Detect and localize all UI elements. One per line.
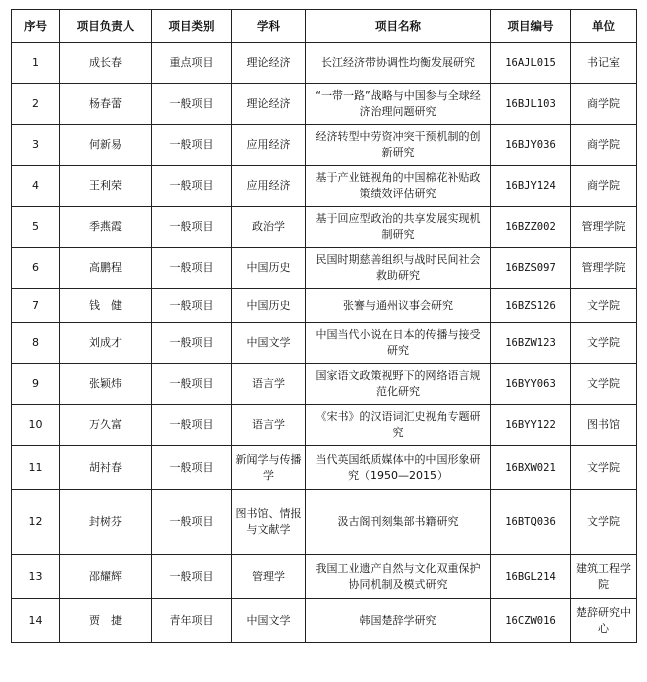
- cell-unit: 管理学院: [571, 248, 637, 289]
- cell-discipline: 中国文学: [232, 599, 306, 643]
- header-row: [12, 10, 637, 43]
- cell-leader: 成长春: [60, 43, 152, 84]
- cell-discipline: 语言学: [232, 405, 306, 446]
- cell-category: 一般项目: [152, 446, 232, 490]
- cell-unit: 管理学院: [571, 207, 637, 248]
- cell-leader: 封树芬: [60, 490, 152, 555]
- cell-project-name: 当代英国纸质媒体中的中国形象研究（1950—2015）: [306, 446, 491, 490]
- cell-leader: 贾 捷: [60, 599, 152, 643]
- table-row: [12, 289, 637, 323]
- cell-project-name: 中国当代小说在日本的传播与接受研究: [306, 323, 491, 364]
- cell-leader: 邵耀辉: [60, 555, 152, 599]
- cell-project-number: 16BZZ002: [491, 207, 571, 248]
- table-row: [12, 323, 637, 364]
- cell-category: 一般项目: [152, 323, 232, 364]
- table-row: [12, 84, 637, 125]
- cell-unit: 文学院: [571, 490, 637, 555]
- cell-category: 一般项目: [152, 490, 232, 555]
- cell-project-number: 16BGL214: [491, 555, 571, 599]
- cell-discipline: 图书馆、情报与文献学: [232, 490, 306, 555]
- cell-discipline: 语言学: [232, 364, 306, 405]
- cell-project-number: 16BYY063: [491, 364, 571, 405]
- cell-category: 一般项目: [152, 125, 232, 166]
- cell-project-number: 16BJY124: [491, 166, 571, 207]
- cell-unit: 文学院: [571, 364, 637, 405]
- table-row: [12, 555, 637, 599]
- cell-discipline: 理论经济: [232, 43, 306, 84]
- cell-index: 9: [12, 364, 60, 405]
- cell-discipline: 管理学: [232, 555, 306, 599]
- cell-index: 1: [12, 43, 60, 84]
- cell-discipline: 中国文学: [232, 323, 306, 364]
- cell-project-number: 16BZS097: [491, 248, 571, 289]
- cell-unit: 商学院: [571, 84, 637, 125]
- cell-leader: 何新易: [60, 125, 152, 166]
- table-row: [12, 364, 637, 405]
- cell-index: 6: [12, 248, 60, 289]
- cell-unit: 商学院: [571, 125, 637, 166]
- cell-project-number: 16BYY122: [491, 405, 571, 446]
- cell-unit: 楚辞研究中心: [571, 599, 637, 643]
- cell-index: 13: [12, 555, 60, 599]
- cell-index: 5: [12, 207, 60, 248]
- cell-leader: 季燕霞: [60, 207, 152, 248]
- table-row: [12, 248, 637, 289]
- cell-index: 12: [12, 490, 60, 555]
- cell-index: 4: [12, 166, 60, 207]
- cell-project-number: 16BJL103: [491, 84, 571, 125]
- cell-unit: 书记室: [571, 43, 637, 84]
- table-row: [12, 446, 637, 490]
- cell-unit: 文学院: [571, 289, 637, 323]
- cell-project-number: 16CZW016: [491, 599, 571, 643]
- cell-project-name: 经济转型中劳资冲突干预机制的创新研究: [306, 125, 491, 166]
- cell-discipline: 中国历史: [232, 248, 306, 289]
- cell-index: 14: [12, 599, 60, 643]
- table-row: [12, 207, 637, 248]
- cell-project-name: 基于产业链视角的中国棉花补贴政策绩效评估研究: [306, 166, 491, 207]
- cell-discipline: 应用经济: [232, 166, 306, 207]
- cell-unit: 文学院: [571, 446, 637, 490]
- cell-leader: 王利荣: [60, 166, 152, 207]
- cell-index: 10: [12, 405, 60, 446]
- cell-index: 7: [12, 289, 60, 323]
- header-index: 序号: [12, 10, 60, 43]
- header-category: 项目类别: [152, 10, 232, 43]
- cell-project-number: 16BJY036: [491, 125, 571, 166]
- cell-category: 重点项目: [152, 43, 232, 84]
- cell-project-name: 民国时期慈善组织与战时民间社会救助研究: [306, 248, 491, 289]
- cell-project-name: 张謇与通州议事会研究: [306, 289, 491, 323]
- cell-category: 一般项目: [152, 166, 232, 207]
- cell-discipline: 应用经济: [232, 125, 306, 166]
- table-row: [12, 125, 637, 166]
- cell-project-number: 16BXW021: [491, 446, 571, 490]
- cell-category: 一般项目: [152, 364, 232, 405]
- cell-category: 一般项目: [152, 405, 232, 446]
- cell-leader: 刘成才: [60, 323, 152, 364]
- cell-category: 一般项目: [152, 248, 232, 289]
- cell-unit: 商学院: [571, 166, 637, 207]
- cell-unit: 图书馆: [571, 405, 637, 446]
- header-project-number: 项目编号: [491, 10, 571, 43]
- cell-project-name: 我国工业遗产自然与文化双重保护协同机制及模式研究: [306, 555, 491, 599]
- cell-category: 青年项目: [152, 599, 232, 643]
- cell-project-name: 韩国楚辞学研究: [306, 599, 491, 643]
- cell-category: 一般项目: [152, 84, 232, 125]
- cell-project-number: 16AJL015: [491, 43, 571, 84]
- cell-leader: 钱 健: [60, 289, 152, 323]
- cell-project-number: 16BTQ036: [491, 490, 571, 555]
- cell-discipline: 中国历史: [232, 289, 306, 323]
- cell-project-name: 基于回应型政治的共享发展实现机制研究: [306, 207, 491, 248]
- cell-unit: 建筑工程学院: [571, 555, 637, 599]
- header-unit: 单位: [571, 10, 637, 43]
- cell-discipline: 新闻学与传播学: [232, 446, 306, 490]
- cell-project-name: 长江经济带协调性均衡发展研究: [306, 43, 491, 84]
- cell-project-number: 16BZW123: [491, 323, 571, 364]
- cell-project-name: 《宋书》的汉语词汇史视角专题研究: [306, 405, 491, 446]
- cell-project-number: 16BZS126: [491, 289, 571, 323]
- cell-index: 2: [12, 84, 60, 125]
- header-project-name: 项目名称: [306, 10, 491, 43]
- header-leader: 项目负责人: [60, 10, 152, 43]
- cell-discipline: 理论经济: [232, 84, 306, 125]
- cell-unit: 文学院: [571, 323, 637, 364]
- cell-leader: 万久富: [60, 405, 152, 446]
- table-row: [12, 43, 637, 84]
- table-row: [12, 490, 637, 555]
- cell-project-name: “一带一路”战略与中国参与全球经济治理问题研究: [306, 84, 491, 125]
- cell-leader: 高鹏程: [60, 248, 152, 289]
- cell-project-name: 国家语文政策视野下的网络语言规范化研究: [306, 364, 491, 405]
- table-row: [12, 405, 637, 446]
- cell-leader: 胡衬春: [60, 446, 152, 490]
- header-discipline: 学科: [232, 10, 306, 43]
- table-row: [12, 599, 637, 643]
- table-row: [12, 166, 637, 207]
- project-table: [11, 9, 637, 643]
- cell-category: 一般项目: [152, 289, 232, 323]
- cell-leader: 张颖炜: [60, 364, 152, 405]
- cell-discipline: 政治学: [232, 207, 306, 248]
- cell-index: 11: [12, 446, 60, 490]
- cell-category: 一般项目: [152, 207, 232, 248]
- cell-index: 8: [12, 323, 60, 364]
- cell-category: 一般项目: [152, 555, 232, 599]
- cell-project-name: 汲古阁刊刻集部书籍研究: [306, 490, 491, 555]
- cell-leader: 杨春蕾: [60, 84, 152, 125]
- cell-index: 3: [12, 125, 60, 166]
